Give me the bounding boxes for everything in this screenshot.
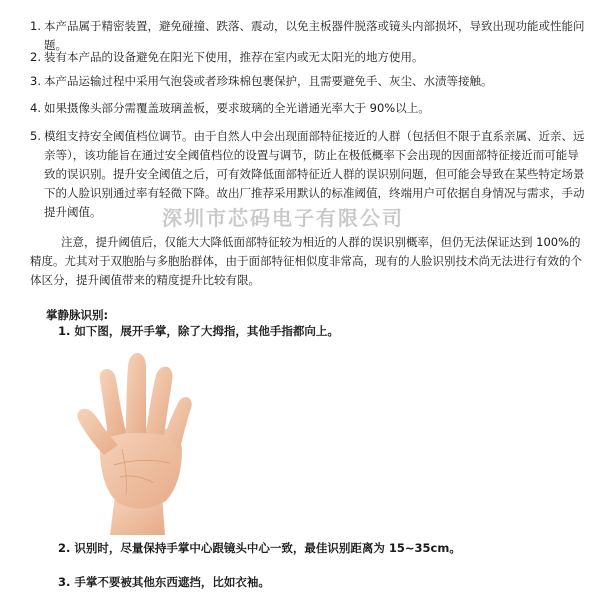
notice-number: 2. [30,50,41,64]
notice-text: 模组支持安全阈值档位调节。由于自然人中会出现面部特征接近的人群（包括但不限于直系亲属、近亲、远亲等），该功能旨在通过安全阈值档位的设置与调节，防止在极低概率下会出现的因面部特征接近而可能导致的误识别。提升安全阈值之后，可有效降低面部特征近人群的误识别问题，但可能会导致在某些特定场景下的人脸识别通过率有轻微下降。故出厂推荐采用默认的标准阈值，终端用户可依据自身情况与需求，手动提升阈值。 [44,129,585,219]
step-number: 3. [58,575,71,589]
notice-text: 本产品运输过程中采用气泡袋或者珍珠棉包裹保护，且需要避免手、灰尘、水渍等接触。 [44,74,493,88]
notice-number: 5. [30,129,41,143]
notice-4 [30,99,585,118]
notice-3 [30,72,585,91]
notice-number: 3. [30,74,41,88]
notice-number: 1. [30,19,41,33]
step-1 [58,323,339,339]
company-watermark: 深圳市芯码电子有限公司 [162,206,404,230]
step-number: 2. [58,541,71,555]
open-palm-hand-illustration [70,345,210,535]
notice-text: 本产品属于精密装置，避免碰撞、跌落、震动，以免主板器件脱落或镜头内部损坏，导致出现功能或性能问题。 [44,19,585,52]
notice-text: 如果摄像头部分需覆盖玻璃盖板，要求玻璃的全光谱通光率大于 90%以上。 [44,101,430,115]
step-text: 手掌不要被其他东西遮挡，比如衣袖。 [74,575,270,589]
notice-text: 装有本产品的设备避免在阳光下使用，推荐在室内或无太阳光的地方使用。 [44,50,424,64]
step-2 [58,540,461,556]
step-text: 如下图，展开手掌，除了大拇指，其他手指都向上。 [74,324,339,338]
step-text: 识别时，尽量保持手掌中心跟镜头中心一致，最佳识别距离为 15~35cm。 [74,541,461,555]
threshold-note: 注意，提升阈值后，仅能大大降低面部特征较为相近的人群的误识别概率，但仍无法保证达到 100%的精度。尤其对于双胞胎与多胞胎群体，由于面部特征相似度非常高，现有的人脸识别技术尚无法进行有效的个体区分，提升阈值带来的精度提升比较有限。 [30,235,582,287]
notice-2 [30,48,585,67]
notice-number: 4. [30,101,41,115]
step-number: 1. [58,324,71,338]
step-3 [58,574,270,590]
section-title: 掌静脉识别: [46,308,109,322]
